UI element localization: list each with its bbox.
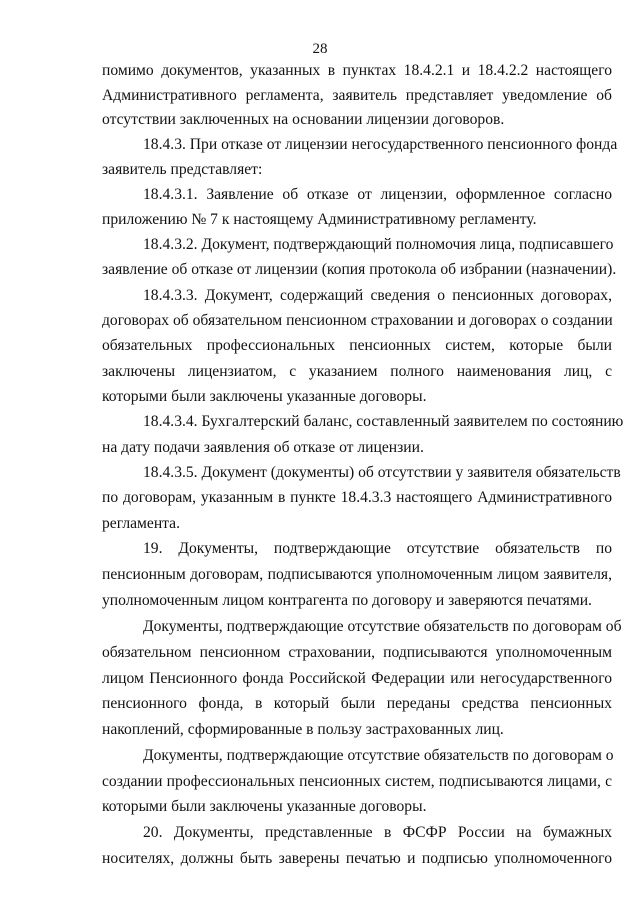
text-line: 18.4.3.3. Документ, содержащий сведения о пенсионных договорах, bbox=[143, 287, 612, 304]
text-line: создании профессиональных пенсионных систем, подписываются лицами, с bbox=[102, 773, 612, 790]
text-line: заявитель представляет: bbox=[102, 161, 263, 178]
text-line: накоплений, сформированные в пользу застрахованных лиц. bbox=[102, 721, 504, 738]
text-line: 18.4.3.1. Заявление об отказе от лицензии, оформленное согласно bbox=[143, 186, 612, 203]
text-line: которыми были заключены указанные договоры. bbox=[102, 798, 427, 815]
text-line: обязательных профессиональных пенсионных систем, которые были bbox=[102, 337, 612, 354]
text-line: 18.4.3.2. Документ, подтверждающий полномочия лица, подписавшего bbox=[143, 236, 614, 253]
text-line: Административного регламента, заявитель представляет уведомление об bbox=[102, 87, 612, 104]
text-line: 18.4.3.5. Документ (документы) об отсутствии у заявителя обязательств bbox=[143, 464, 621, 481]
text-line: на дату подачи заявления об отказе от лицензии. bbox=[102, 439, 424, 456]
text-line: договорах об обязательном пенсионном страховании и договорах о создании bbox=[102, 312, 613, 329]
text-line: Документы, подтверждающие отсутствие обязательств по договорам об bbox=[143, 618, 622, 635]
text-line: 19. Документы, подтверждающие отсутствие обязательств по bbox=[143, 540, 612, 557]
text-line: 20. Документы, представленные в ФСФР России на бумажных bbox=[143, 824, 612, 841]
text-line: по договорам, указанным в пункте 18.4.3.3 настоящего Административного bbox=[102, 489, 612, 506]
text-line: пенсионного фонда, в который были переданы средства пенсионных bbox=[102, 695, 612, 712]
text-line: Документы, подтверждающие отсутствие обязательств по договорам о bbox=[143, 747, 614, 764]
text-line: регламента. bbox=[102, 515, 180, 532]
text-line: лицом Пенсионного фонда Российской Федерации или негосударственного bbox=[102, 670, 612, 687]
text-line: заявление об отказе от лицензии (копия протокола об избрании (назначении). bbox=[102, 261, 617, 278]
page-number: 28 bbox=[312, 41, 328, 57]
text-line: заключены лицензиатом, с указанием полного наименования лиц, с bbox=[102, 363, 612, 380]
text-line: 18.4.3.4. Бухгалтерский баланс, составленный заявителем по состоянию bbox=[143, 413, 624, 430]
text-line: пенсионным договорам, подписываются уполномоченным лицом заявителя, bbox=[102, 566, 612, 583]
text-line: уполномоченным лицом контрагента по договору и заверяются печатями. bbox=[102, 592, 592, 609]
text-line: приложению № 7 к настоящему Административному регламенту. bbox=[102, 211, 537, 228]
text-line: обязательном пенсионном страховании, подписываются уполномоченным bbox=[102, 644, 612, 661]
text-line: помимо документов, указанных в пунктах 18.4.2.1 и 18.4.2.2 настоящего bbox=[102, 62, 612, 79]
text-line: которыми были заключены указанные договоры. bbox=[102, 388, 427, 405]
text-line: отсутствии заключенных на основании лицензии договоров. bbox=[102, 111, 505, 128]
text-line: 18.4.3. При отказе от лицензии негосударственного пенсионного фонда bbox=[143, 136, 618, 153]
text-line: носителях, должны быть заверены печатью и подписью уполномоченного bbox=[102, 850, 612, 867]
